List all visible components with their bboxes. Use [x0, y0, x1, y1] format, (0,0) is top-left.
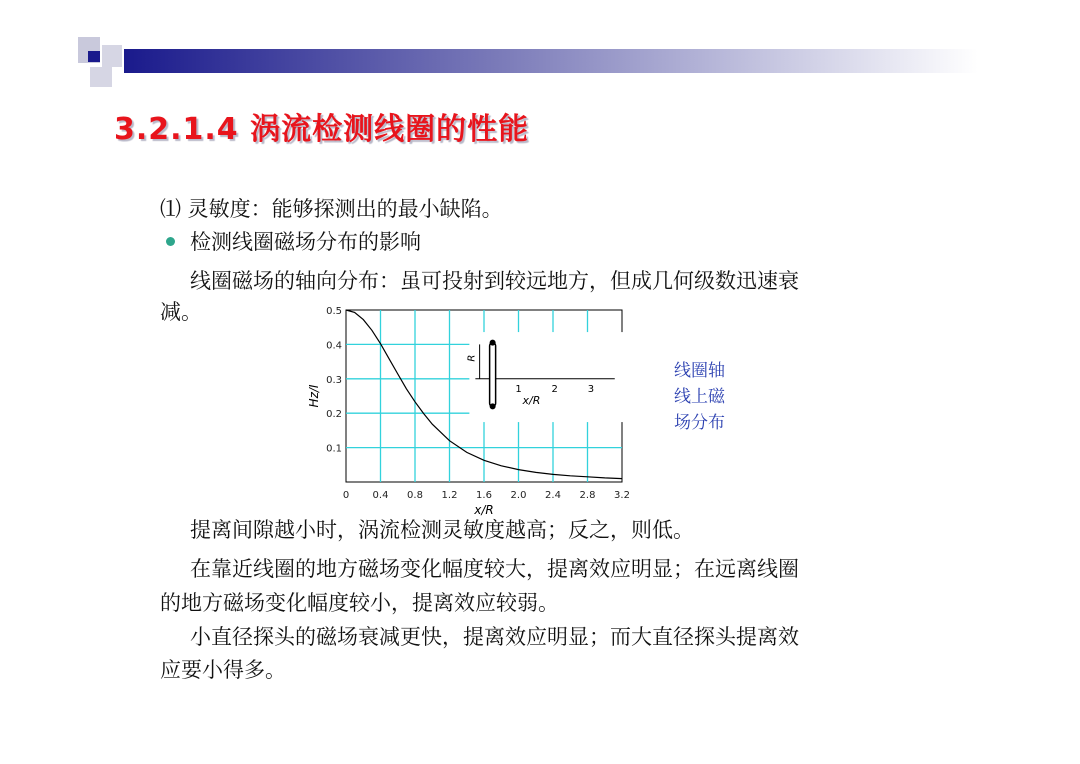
chart-caption: [674, 358, 725, 436]
field-distribution-chart: [304, 302, 644, 524]
x-tick-label: 2.4: [545, 490, 561, 501]
y-tick-label: 0.5: [326, 306, 342, 317]
x-tick-label: 1.6: [476, 490, 492, 501]
x-tick-label: 0.8: [407, 490, 423, 501]
caption-line: 线圈轴: [674, 361, 725, 381]
x-tick-label: 0.4: [372, 490, 389, 501]
inset-coil: [490, 343, 496, 407]
x-axis-label: x/R: [474, 503, 494, 517]
inset-coil-top: [490, 340, 496, 346]
caption-line: 场分布: [674, 413, 725, 433]
x-tick-label: 0: [342, 490, 350, 501]
x-tick-label: 1.2: [441, 490, 458, 501]
slide-title: 3.2.1.4 涡流检测线圈的性能: [114, 112, 530, 147]
header-banner: [78, 37, 978, 87]
x-tick-label: 3.2: [614, 490, 630, 501]
bullet-dot: [166, 237, 175, 246]
y-axis-label: Hz/I: [307, 384, 321, 408]
para-probe-line2: 应要小得多。: [160, 658, 286, 682]
para-probe-line1: 小直径探头的磁场衰减更快，提离效应明显；而大直径探头提离效: [190, 625, 799, 649]
inset-tick-label: 3: [587, 383, 595, 395]
para-liftoff: 提离间隙越小时，涡流检测灵敏度越高；反之，则低。: [190, 518, 694, 542]
inset-tick-label: 2: [551, 383, 558, 395]
inset-coil-bottom: [490, 403, 496, 409]
x-tick-label: 2.8: [579, 490, 596, 501]
y-tick-label: 0.2: [326, 409, 342, 421]
y-tick-label: 0.1: [326, 443, 342, 455]
caption-line: 线上磁: [674, 387, 725, 407]
para-near-far-line2: 的地方磁场变化幅度较小，提离效应较弱。: [160, 591, 559, 615]
para-axial-line1: 线圈磁场的轴向分布：虽可投射到较远地方，但成几何级数迅速衰: [190, 269, 799, 293]
y-tick-label: 0.4: [326, 340, 342, 352]
inset-radius-label: R: [466, 354, 478, 362]
inset-tick-label: 1: [515, 383, 522, 395]
para-axial-line2: 减。: [160, 300, 202, 324]
x-tick-label: 2.0: [510, 490, 527, 501]
para-near-far-line1: 在靠近线圈的地方磁场变化幅度较大，提离效应明显；在远离线圈: [190, 557, 799, 581]
inset-axis-label: x/R: [522, 393, 541, 407]
item-sensitivity: ⑴ 灵敏度：能够探测出的最小缺陷。: [160, 197, 503, 221]
y-tick-label: 0.3: [326, 374, 342, 386]
bullet-coil-field: 检测线圈磁场分布的影响: [190, 230, 421, 254]
